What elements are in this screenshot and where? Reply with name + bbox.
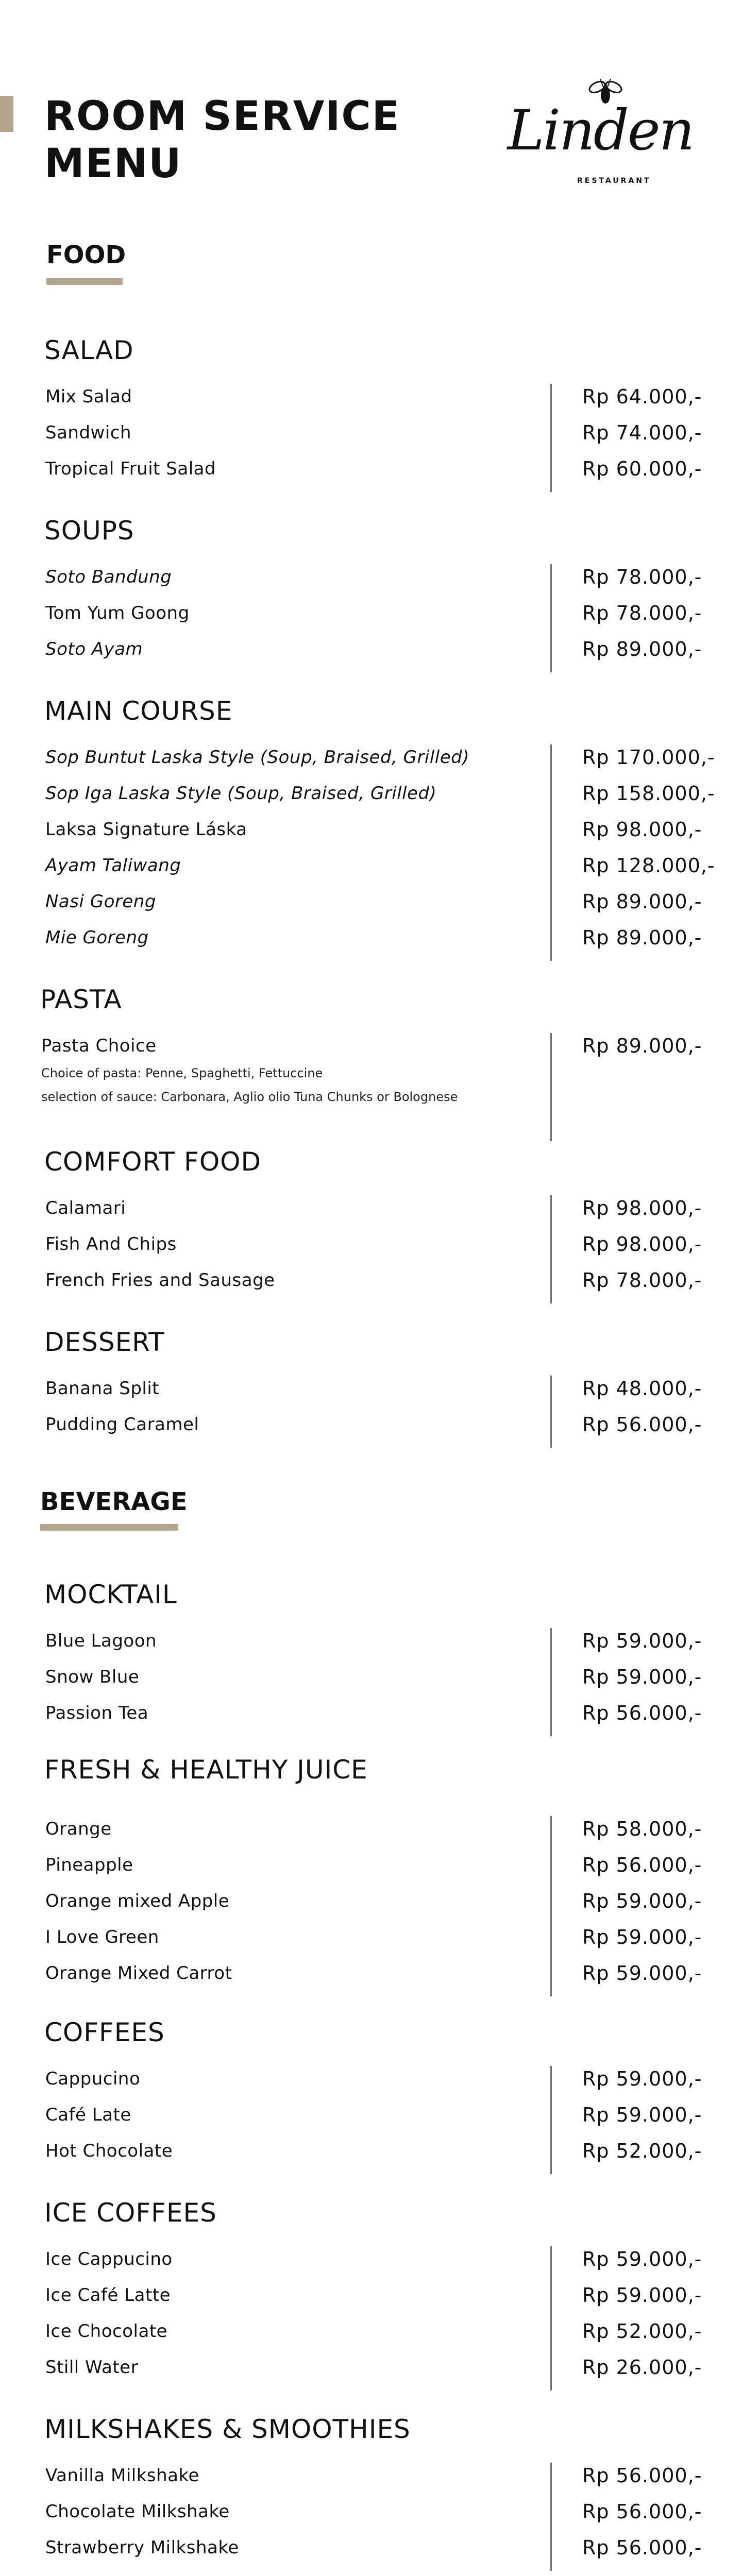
menu-item-price: Rp 89.000,-	[582, 1035, 702, 1057]
menu-item-price: Rp 78.000,-	[582, 602, 702, 624]
menu-row	[0, 1370, 742, 1406]
accent-bar	[0, 96, 13, 132]
section-title: MILKSHAKES & SMOOTHIES	[44, 2414, 411, 2444]
menu-item-price: Rp 128.000,-	[582, 854, 715, 877]
menu-item-name: Snow Blue	[45, 1667, 140, 1687]
menu-row	[0, 2458, 742, 2494]
menu-row	[0, 848, 742, 884]
menu-row	[0, 739, 742, 775]
section-title: DESSERT	[44, 1327, 165, 1357]
menu-item-name: Soto Bandung	[45, 567, 172, 587]
menu-item-price: Rp 59.000,-	[582, 1962, 702, 1985]
menu-row	[0, 2494, 742, 2530]
menu-row	[0, 1695, 742, 1731]
menu-item-name: Strawberry Milkshake	[45, 2537, 239, 2558]
section-title: FRESH & HEALTHY JUICE	[44, 1755, 368, 1785]
logo-wordmark: Linden	[507, 98, 694, 163]
menu-item-price: Rp 78.000,-	[582, 1269, 702, 1292]
menu-item-name: Sop Buntut Laska Style (Soup, Braised, Grilled)	[45, 747, 469, 768]
menu-row	[0, 1883, 742, 1919]
menu-row	[0, 1262, 742, 1298]
menu-row	[0, 2241, 742, 2277]
menu-item-name: Banana Split	[45, 1378, 160, 1399]
menu-row	[0, 559, 742, 595]
menu-item-price: Rp 89.000,-	[582, 926, 702, 949]
menu-item-price: Rp 59.000,-	[582, 1666, 702, 1688]
menu-item-price: Rp 56.000,-	[582, 2536, 702, 2559]
menu-item-price: Rp 89.000,-	[582, 638, 702, 660]
menu-row	[0, 451, 742, 487]
menu-item-name: Laksa Signature Láska	[45, 819, 247, 840]
menu-item-name: Orange Mixed Carrot	[45, 1963, 232, 1984]
menu-row	[0, 884, 742, 920]
menu-item-name: Ice Chocolate	[45, 2321, 168, 2342]
section-title: PASTA	[40, 985, 122, 1014]
menu-row	[0, 379, 742, 415]
category-beverage: BEVERAGE	[40, 1487, 188, 1516]
menu-item-name: Mix Salad	[45, 386, 132, 407]
menu-item-price: Rp 60.000,-	[582, 457, 702, 480]
menu-row	[0, 1659, 742, 1695]
menu-row	[0, 1919, 742, 1955]
menu-row	[0, 1226, 742, 1262]
menu-item-price: Rp 48.000,-	[582, 1377, 702, 1400]
menu-row	[0, 631, 742, 667]
restaurant-logo	[502, 75, 698, 191]
menu-item-name: Hot Chocolate	[45, 2141, 173, 2161]
menu-row	[0, 2133, 742, 2169]
menu-row	[0, 1190, 742, 1226]
menu-item-price: Rp 59.000,-	[582, 2104, 702, 2126]
menu-item-price: Rp 89.000,-	[582, 890, 702, 913]
menu-item-price: Rp 59.000,-	[582, 2248, 702, 2270]
menu-item-name: Café Late	[45, 2105, 131, 2125]
menu-item-name: I Love Green	[45, 1927, 159, 1947]
page-title-line-2: MENU	[44, 141, 182, 187]
menu-item-price: Rp 56.000,-	[582, 1854, 702, 1876]
menu-item-name: Pineapple	[45, 1855, 133, 1875]
category-food-underline	[46, 278, 123, 285]
menu-item-price: Rp 59.000,-	[582, 2284, 702, 2307]
menu-item-name: Sandwich	[45, 422, 132, 443]
menu-item-name: Cappucino	[45, 2069, 141, 2089]
menu-item-price: Rp 78.000,-	[582, 566, 702, 588]
menu-item-price: Rp 74.000,-	[582, 421, 702, 444]
category-beverage-underline	[40, 1524, 178, 1531]
menu-item-name: Pudding Caramel	[45, 1414, 199, 1435]
menu-item-price: Rp 56.000,-	[582, 2500, 702, 2523]
menu-row	[0, 2349, 742, 2385]
menu-row	[0, 1028, 742, 1064]
pasta-note-line-1: Choice of pasta: Penne, Spaghetti, Fettuccine	[41, 1066, 323, 1080]
menu-item-name: Ice Cappucino	[45, 2249, 173, 2269]
menu-row	[0, 2530, 742, 2566]
menu-item-price: Rp 52.000,-	[582, 2320, 702, 2343]
menu-item-name: Vanilla Milkshake	[45, 2465, 199, 2486]
menu-item-name: Nasi Goreng	[45, 891, 156, 912]
menu-item-name: Still Water	[45, 2357, 139, 2378]
menu-row	[0, 811, 742, 848]
menu-item-name: French Fries and Sausage	[45, 1270, 275, 1291]
menu-row	[0, 2277, 742, 2313]
menu-item-name: Blue Lagoon	[45, 1631, 157, 1651]
section-title: COMFORT FOOD	[44, 1147, 262, 1177]
menu-row	[0, 1623, 742, 1659]
menu-item-price: Rp 98.000,-	[582, 1197, 702, 1219]
menu-item-name: Ice Café Latte	[45, 2285, 171, 2306]
menu-item-price: Rp 158.000,-	[582, 782, 715, 805]
menu-item-price: Rp 59.000,-	[582, 1630, 702, 1652]
menu-item-price: Rp 59.000,-	[582, 1926, 702, 1948]
menu-item-price: Rp 64.000,-	[582, 385, 702, 408]
section-title: COFFEES	[44, 2018, 165, 2047]
menu-item-price: Rp 98.000,-	[582, 1233, 702, 1256]
menu-item-price: Rp 59.000,-	[582, 2067, 702, 2090]
menu-item-name: Mie Goreng	[45, 927, 149, 948]
menu-item-name: Passion Tea	[45, 1703, 149, 1723]
menu-row	[0, 2097, 742, 2133]
menu-item-price: Rp 26.000,-	[582, 2356, 702, 2379]
menu-item-name: Sop Iga Laska Style (Soup, Braised, Grilled)	[45, 783, 437, 804]
menu-item-price: Rp 58.000,-	[582, 1818, 702, 1840]
menu-row	[0, 1406, 742, 1443]
menu-row	[0, 920, 742, 956]
section-title: SALAD	[44, 335, 134, 365]
menu-item-price: Rp 59.000,-	[582, 1890, 702, 1912]
section-title: MAIN COURSE	[44, 696, 233, 726]
menu-item-name: Orange	[45, 1819, 112, 1839]
menu-item-price: Rp 170.000,-	[582, 746, 715, 769]
menu-row	[0, 2061, 742, 2097]
menu-row	[0, 775, 742, 811]
page-title	[44, 93, 400, 188]
menu-item-name: Tom Yum Goong	[45, 603, 190, 623]
menu-row	[0, 415, 742, 451]
category-food: FOOD	[46, 241, 126, 269]
menu-item-price: Rp 98.000,-	[582, 818, 702, 841]
menu-item-name: Orange mixed Apple	[45, 1891, 230, 1911]
menu-item-name: Tropical Fruit Salad	[45, 459, 216, 479]
menu-item-name: Ayam Taliwang	[45, 855, 181, 876]
menu-row	[0, 595, 742, 631]
menu-row	[0, 2313, 742, 2349]
section-title: ICE COFFEES	[44, 2198, 217, 2228]
menu-row	[0, 1955, 742, 1991]
menu-item-name: Fish And Chips	[45, 1234, 177, 1255]
page-title-line-1: ROOM SERVICE	[44, 93, 400, 140]
menu-item-name: Pasta Choice	[41, 1036, 157, 1056]
pasta-note-line-2: selection of sauce: Carbonara, Aglio olio Tuna Chunks or Bolognese	[41, 1090, 458, 1104]
menu-item-price: Rp 52.000,-	[582, 2140, 702, 2162]
menu-item-price: Rp 56.000,-	[582, 2464, 702, 2487]
menu-row	[0, 1847, 742, 1883]
menu-row	[0, 1811, 742, 1847]
menu-item-name: Soto Ayam	[45, 639, 143, 659]
menu-item-name: Chocolate Milkshake	[45, 2501, 230, 2522]
menu-item-name: Calamari	[45, 1198, 126, 1218]
menu-item-price: Rp 56.000,-	[582, 1413, 702, 1436]
section-title: MOCKTAIL	[44, 1580, 177, 1609]
logo-subtitle: RESTAURANT	[577, 177, 651, 185]
section-title: SOUPS	[44, 516, 134, 546]
menu-item-price: Rp 56.000,-	[582, 1702, 702, 1724]
